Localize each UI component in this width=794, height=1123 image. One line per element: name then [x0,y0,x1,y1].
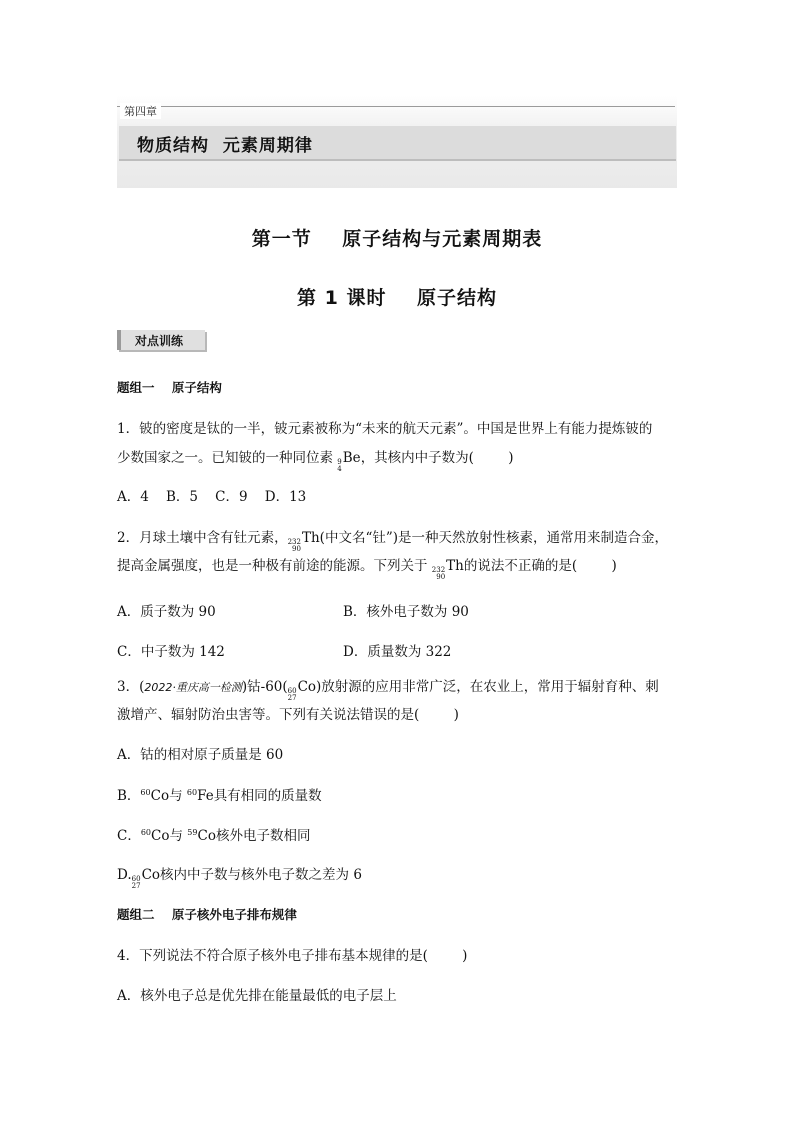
q3-option-c-co59 [187,829,216,844]
q3-option-b [117,789,682,804]
q1-options: A．4 B．5 C．9 D．13 [117,489,307,505]
q3-option-b-co60 [140,789,169,804]
q3-option-b-fe60-mass: 60 [186,788,198,797]
q1-isotope [337,452,360,473]
q1-line2-post: ，其核内中子数为( ) [360,450,514,466]
q2-isotope-mass: 232 [287,538,301,546]
q4-stem: 4．下列说法不符合原子核外电子排布基本规律的是( ) [117,948,468,964]
q2-isotope-atomic: 90 [292,545,301,553]
q3-line1-pre: 3．( [117,679,145,695]
q3-option-c-co59-mass: 59 [187,828,198,837]
q3-option-b-fe60 [187,789,214,804]
group1-heading: 题组一 原子结构 [117,380,222,395]
q3-line1-mid: )钴-60( [241,679,288,695]
q1-isotope-atomic: 4 [337,465,342,473]
q2-isotope-2 [432,560,464,581]
q3-option-b-co60-mass: 60 [140,788,151,797]
q3-line1-post: )放射源的应用非常广泛，在农业上，常用于辐射育种、刺 [316,679,659,695]
q1-isotope-mass: 9 [337,458,342,466]
q2-option-a: A．质子数为 90 [117,604,216,620]
q3-option-d-pre: D. [117,867,132,883]
q3-option-b-post: 具有相同的质量数 [213,788,322,804]
q2-line2 [117,560,682,581]
q3-option-b-mid: 与 [169,788,187,804]
q1-isotope-symbol: Be [342,450,361,466]
q3-option-c-mid: 与 [169,828,188,844]
chapter-title: 物质结构 元素周期律 [137,136,313,156]
practice-tag [117,330,205,350]
q3-option-d-co60-mass: 60 [131,875,141,883]
q2-isotope-2-atomic: 90 [436,573,446,581]
section-title: 第一节 原子结构与元素周期表 [251,228,543,250]
q3-option-c-co60 [141,829,170,844]
q2-option-c: C．中子数为 142 [117,644,225,660]
q2-line2-post: 的说法不正确的是( ) [463,558,617,574]
q2-line2-pre: 提高金属强度，也是一种极有前途的能源。下列关于 [117,558,432,574]
lesson-title: 第 1 课时 原子结构 [297,287,497,309]
q3-option-c-co60-symbol: Co [151,828,170,844]
q3-option-d-co60-symbol: Co [141,867,161,883]
q1-line1: 1．铍的密度是钛的一半，铍元素被称为“未来的航天元素”。中国是世界上有能力提炼铍的 [117,421,653,437]
q3-option-d [117,869,682,890]
q3-option-b-fe60-symbol: Fe [197,788,214,804]
q3-option-b-co60-symbol: Co [150,788,170,804]
q3-option-c-post: 核外电子数相同 [215,828,311,844]
q3-isotope [288,681,316,702]
q3-source: 2022·重庆高一检测 [144,681,242,694]
q3-option-d-post: 核内中子数与核外电子数之差为 6 [160,867,362,883]
q4-option-a: A．核外电子总是优先排在能量最低的电子层上 [117,988,397,1004]
q1-line2-pre: 少数国家之一。已知铍的一种同位素 [117,450,338,466]
q3-option-c-co59-symbol: Co [197,828,216,844]
q2-isotope-symbol: Th [301,530,320,546]
q2-isotope-2-symbol: Th [446,558,464,574]
q3-option-c-pre: C． [117,828,141,844]
chapter-label: 第四章 [120,103,161,119]
q2-line1-post: (中文名“钍”)是一种天然放射性核素，通常用来制造合金， [319,530,669,546]
q2-line1-pre: 2．月球土壤中含有钍元素， [117,530,288,546]
q3-option-a: A．钴的相对原子质量是 60 [117,747,284,763]
q3-line2: 激增产、辐射防治虫害等。下列有关说法错误的是( ) [117,707,459,723]
q1-line2 [117,452,682,473]
q3-isotope-atomic: 27 [287,694,297,702]
q3-option-c [117,829,682,844]
q3-option-c-co60-mass: 60 [140,828,152,837]
q3-option-d-co60 [132,869,160,890]
q3-isotope-mass: 60 [287,687,297,695]
q2-option-b: B．核外电子数为 90 [343,604,469,620]
q2-option-d: D．质量数为 322 [343,644,452,660]
header-top-rule [117,106,675,107]
q3-option-b-pre: B． [117,788,141,804]
q2-isotope-2-mass: 232 [431,566,446,574]
q2-isotope [288,532,320,553]
q3-line1 [117,681,682,702]
q3-isotope-symbol: Co [297,679,317,695]
group2-heading: 题组二 原子核外电子排布规律 [117,907,297,922]
q2-line1 [117,532,682,553]
practice-tag-label: 对点训练 [135,334,184,348]
q3-option-d-co60-atomic: 27 [131,882,141,890]
